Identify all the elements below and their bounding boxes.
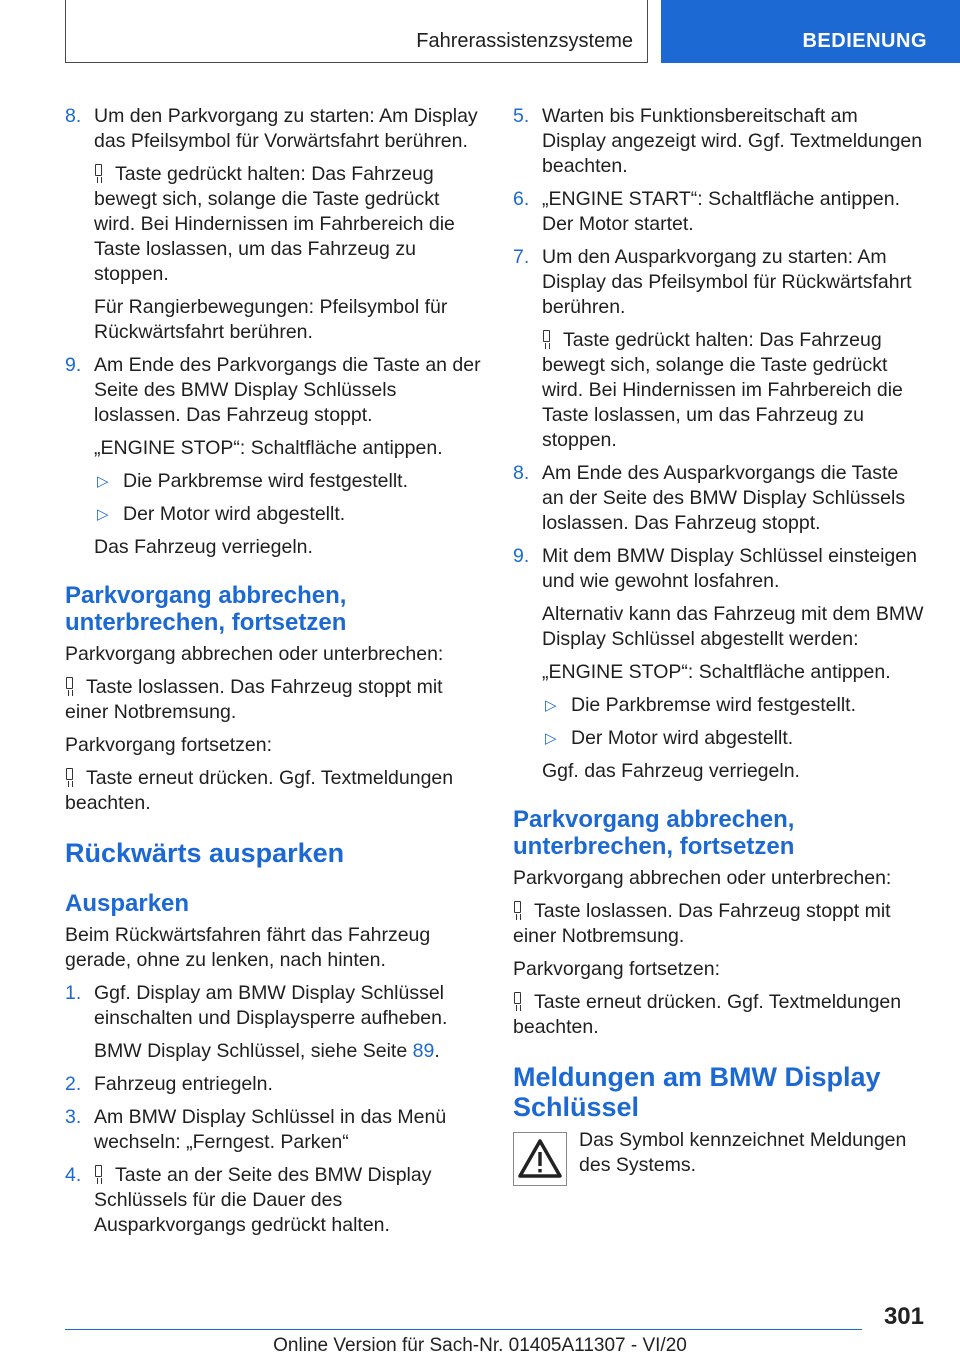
bullet-text: Die Parkbremse wird festgestellt. [123,470,409,492]
step-1 [65,981,483,1031]
fortsetzen-text: Taste erneut drücken. Ggf. Textmeldungen beachten. [65,767,454,814]
abbrechen-intro: Parkvorgang abbrechen oder unterbrechen: [65,643,444,665]
step-9 [513,544,925,594]
engine-stop-text: „ENGINE STOP“: Schaltfläche antippen. [94,437,443,459]
step-text: Um den Parkvorgang zu starten: Am Display das Pfeilsymbol für Vorwärtsfahrt berühren. [94,105,478,152]
abbrechen-text: Taste loslassen. Das Fahrzeug stoppt mit einer Notbremsung. [65,676,443,723]
remote-key-icon [65,768,74,787]
abbrechen-instruction [513,899,925,949]
page-number: 301 [883,1303,924,1330]
heading-ausparken: Ausparken [65,890,190,917]
step-text: Um den Ausparkvorgang zu starten: Am Display das Pfeilsymbol für Rückwärtsfahrt berühren. [542,246,912,318]
step-number: 8. [513,462,530,484]
bullet-item [513,726,925,751]
step-number: 9. [65,354,82,376]
remote-key-icon [542,330,551,349]
header-section-box [65,0,648,63]
step-text: „ENGINE START“: Schaltfläche antippen. Der Motor startet. [542,188,901,235]
fortsetzen-intro: Parkvorgang fortsetzen: [65,734,273,756]
step-3 [65,1105,483,1155]
hold-instruction [65,162,483,287]
fortsetzen-instruction [65,766,483,816]
step-number: 7. [513,246,530,268]
rangier-text: Für Rangierbewegungen: Pfeilsymbol für Rückwärtsfahrt berühren. [94,296,448,343]
reference-text: BMW Display Schlüssel, siehe Seite [94,1040,413,1062]
abbrechen-intro: Parkvorgang abbrechen oder unterbrechen: [513,867,892,889]
alternative-text: Alternativ kann das Fahrzeug mit dem BMW Display Schlüssel abgestellt werden: [542,603,924,650]
triangle-bullet-icon: ▷ [545,730,557,747]
header-chapter-title: BEDIENUNG [802,30,927,52]
bullet-item [65,469,483,494]
warning-note [513,1128,925,1186]
step-number: 9. [513,545,530,567]
heading-meldungen: Meldungen am BMW Display Schlüssel [513,1062,881,1122]
hold-text: Taste gedrückt halten: Das Fahrzeug bewegt sich, solange die Taste gedrückt wird. Bei Hindernissen im Fahrbereich die Taste loslassen, um das Fahrzeug zu stoppen. [94,163,455,285]
step-text: Ggf. Display am BMW Display Schlüssel einschalten und Displaysperre aufheben. [94,982,448,1029]
hold-instruction [513,328,925,453]
bullet-text: Die Parkbremse wird festgestellt. [571,694,857,716]
header-chapter-tab [661,0,960,63]
footer-divider [65,1329,862,1330]
step-text: Taste an der Seite des BMW Display Schlüssels für die Dauer des Ausparkvorgangs gedrückt halten. [94,1164,432,1236]
header-section-title: Fahrerassistenzsysteme [416,30,633,52]
step-number: 3. [65,1106,82,1128]
lock-text: Das Fahrzeug verriegeln. [94,536,313,558]
reference-end: . [434,1040,440,1062]
step-number: 8. [65,105,82,127]
ausparken-intro: Beim Rückwärtsfahren fährt das Fahrzeug gerade, ohne zu lenken, nach hinten. [65,924,431,971]
step-number: 5. [513,105,530,127]
step-number: 4. [65,1164,82,1186]
page-reference [65,1039,483,1064]
heading-parkvorgang-abbrechen: Parkvorgang abbrechen, unterbrechen, fortsetzen [513,806,795,860]
abbrechen-instruction [65,675,483,725]
right-column [513,104,925,1186]
abbrechen-text: Taste loslassen. Das Fahrzeug stoppt mit einer Notbremsung. [513,900,891,947]
step-8 [65,104,483,154]
step-6 [513,187,925,237]
step-text: Mit dem BMW Display Schlüssel einsteigen und wie gewohnt losfahren. [542,545,917,592]
remote-key-icon [65,677,74,696]
fortsetzen-text: Taste erneut drücken. Ggf. Textmeldungen beachten. [513,991,902,1038]
left-column [65,104,483,1246]
step-text: Am Ende des Parkvorgangs die Taste an der Seite des BMW Display Schlüssels loslassen. Das Fahrzeug stoppt. [94,354,481,426]
bullet-text: Der Motor wird abgestellt. [571,727,794,749]
step-4 [65,1163,483,1238]
remote-key-icon [513,992,522,1011]
step-number: 2. [65,1073,82,1095]
step-5 [513,104,925,179]
step-text: Am BMW Display Schlüssel in das Menü wechseln: „Ferngest. Parken“ [94,1106,447,1153]
hold-text: Taste gedrückt halten: Das Fahrzeug bewegt sich, solange die Taste gedrückt wird. Bei Hindernissen im Fahrbereich die Taste loslassen, um das Fahrzeug zu stoppen. [542,329,903,451]
bullet-item [65,502,483,527]
step-number: 6. [513,188,530,210]
step-8 [513,461,925,536]
bullet-text: Der Motor wird abgestellt. [123,503,346,525]
heading-parkvorgang-abbrechen: Parkvorgang abbrechen, unterbrechen, fortsetzen [65,582,347,636]
engine-stop-text: „ENGINE STOP“: Schaltfläche antippen. [542,661,891,683]
step-7 [513,245,925,320]
step-9 [65,353,483,428]
lock-text: Ggf. das Fahrzeug verriegeln. [542,760,800,782]
fortsetzen-instruction [513,990,925,1040]
fortsetzen-intro: Parkvorgang fortsetzen: [513,958,721,980]
warning-triangle-icon [513,1132,567,1186]
step-2 [65,1072,483,1097]
remote-key-icon [94,164,103,183]
triangle-bullet-icon: ▷ [97,506,109,523]
step-text: Fahrzeug entriegeln. [94,1073,273,1095]
step-text: Warten bis Funktionsbereitschaft am Display angezeigt wird. Ggf. Textmeldungen beachten. [542,105,923,177]
triangle-bullet-icon: ▷ [97,473,109,490]
remote-key-icon [513,901,522,920]
step-number: 1. [65,982,82,1004]
footer-online-version: Online Version für Sach-Nr. 01405A11307 - VI/20 [273,1335,687,1356]
triangle-bullet-icon: ▷ [545,697,557,714]
heading-rueckwaerts-ausparken: Rückwärts ausparken [65,838,345,868]
remote-key-icon [94,1165,103,1184]
page-link[interactable]: 89 [412,1040,435,1062]
warning-text: Das Symbol kennzeichnet Meldungen des Systems. [579,1129,907,1176]
step-text: Am Ende des Ausparkvorgangs die Taste an der Seite des BMW Display Schlüssels loslassen. Das Fahrzeug stoppt. [542,462,906,534]
bullet-item [513,693,925,718]
